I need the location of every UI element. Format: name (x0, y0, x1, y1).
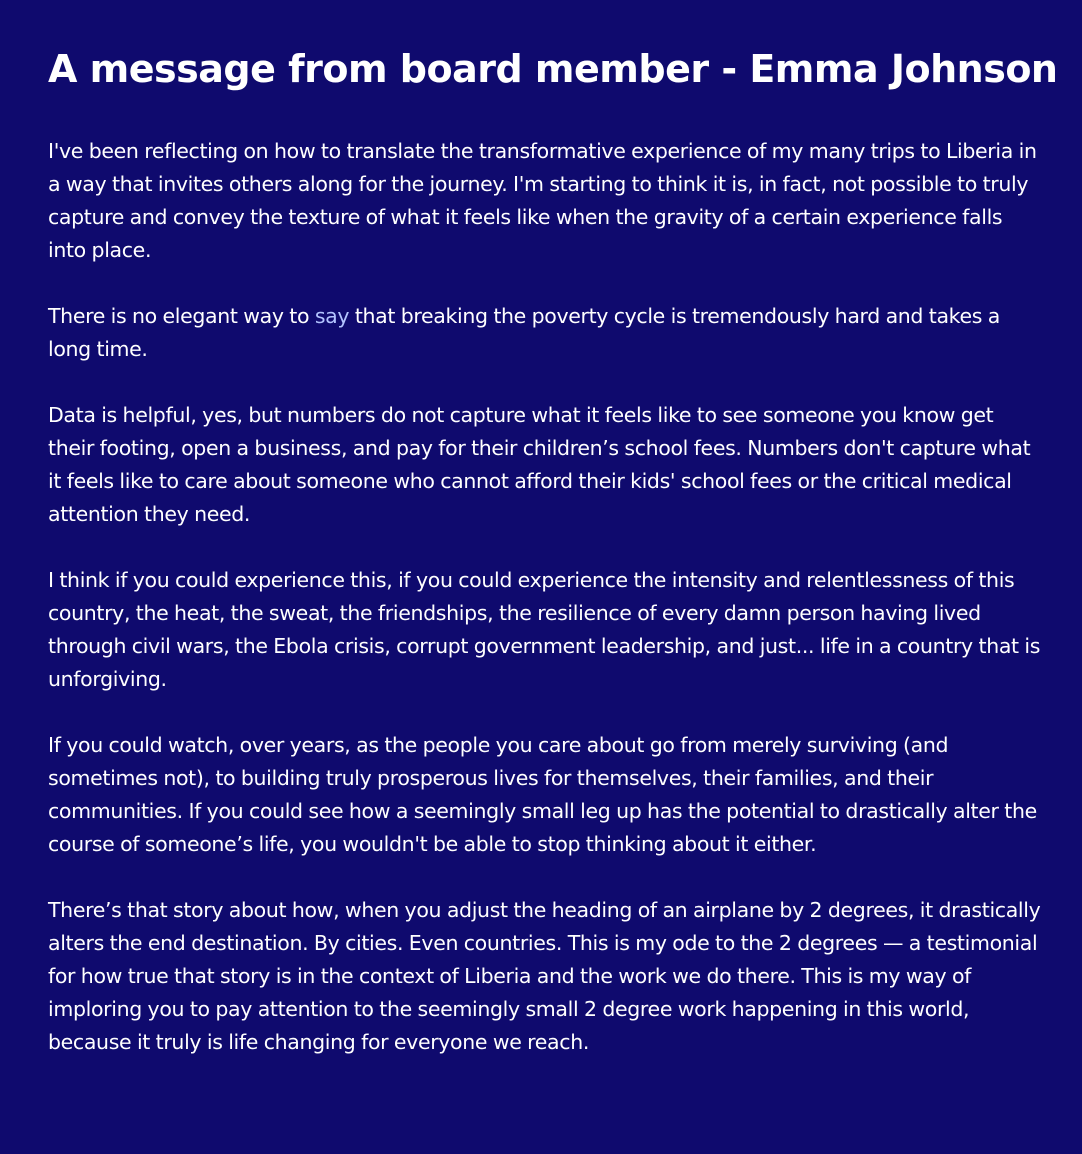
paragraph-2-text-before: There is no elegant way to (48, 304, 315, 328)
say-link[interactable]: say (314, 304, 350, 328)
paragraph-3: Data is helpful, yes, but numbers do not capture what it feels like to see someone you know get their footing, open a business, and pay for their children’s school fees. Numbers don't capture what it feels like to care about someone who cannot afford their kids' school fees or the critical medical attention they need. (48, 403, 1031, 526)
article-body (48, 135, 1042, 1059)
paragraph-2-text-after: that breaking the poverty cycle is tremendously hard and takes a long time. (48, 304, 1000, 361)
paragraph-1: I've been reflecting on how to translate the transformative experience of my many trips to Liberia in a way that invites others along for the journey. I'm starting to think it is, in fact, not possible to truly capture and convey the texture of what it feels like when the gravity of a certain experience falls into place. (48, 139, 1037, 262)
paragraph-2 (48, 300, 1042, 366)
page-title: A message from board member - Emma Johnson (48, 47, 1058, 91)
paragraph-4: I think if you could experience this, if you could experience the intensity and relentlessness of this country, the heat, the sweat, the friendships, the resilience of every damn person having lived through civil wars, the Ebola crisis, corrupt government leadership, and just... life in a country that is unforgiving. (48, 568, 1041, 691)
paragraph-5: If you could watch, over years, as the people you care about go from merely surviving (and sometimes not), to building truly prosperous lives for themselves, their families, and their communities. If you could see how a seemingly small leg up has the potential to drastically alter the course of someone’s life, you wouldn't be able to stop thinking about it either. (48, 733, 1037, 856)
paragraph-6: There’s that story about how, when you adjust the heading of an airplane by 2 degrees, it drastically alters the end destination. By cities. Even countries. This is my ode to the 2 degrees — a testimonial for how true that story is in the context of Liberia and the work we do there. This is my way of imploring you to pay attention to the seemingly small 2 degree work happening in this world, because it truly is life changing for everyone we reach. (48, 898, 1041, 1054)
